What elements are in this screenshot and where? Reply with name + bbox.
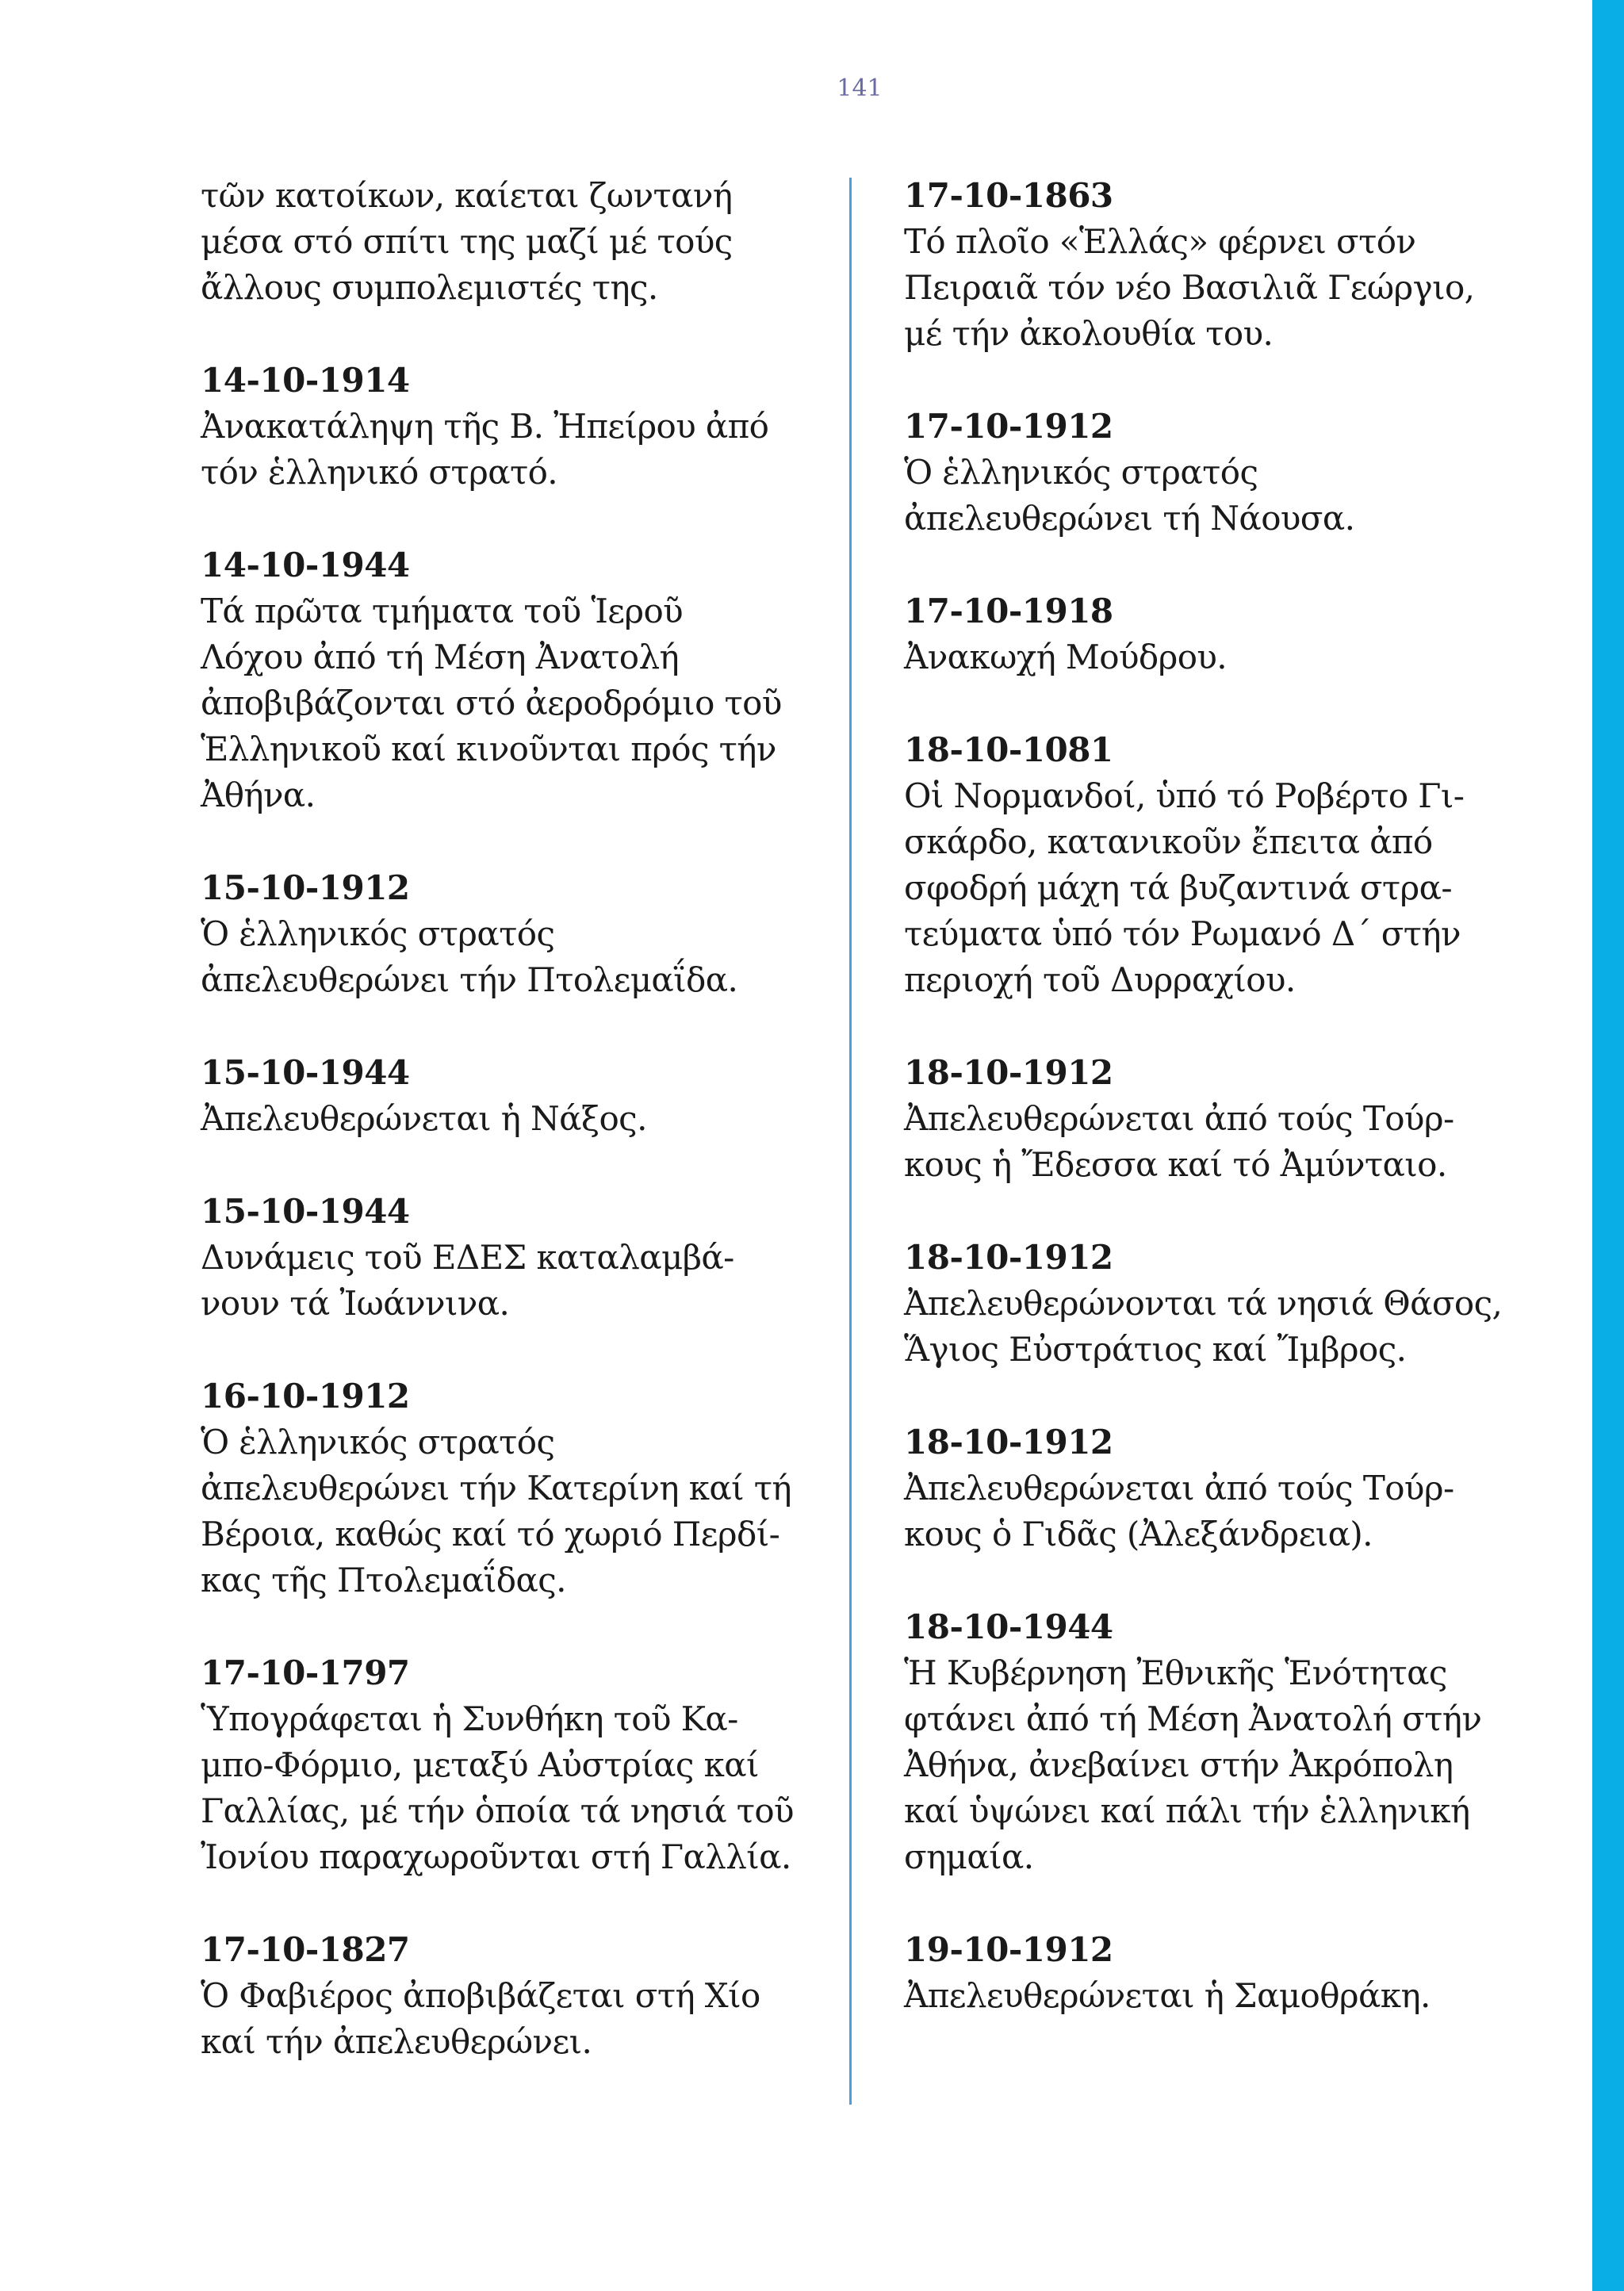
- timeline-entry: [201, 865, 835, 1003]
- entry-date: 18-10-1912: [904, 1423, 1113, 1462]
- right-column: [904, 173, 1522, 2066]
- timeline-entry: [201, 1927, 835, 2065]
- timeline-entry: [904, 173, 1522, 357]
- column-divider: [849, 178, 852, 2105]
- entry-text: Ὁ ἑλληνικός στρατός ἀπελευθερώνει τήν Πτολεμαΐδα.: [201, 914, 738, 999]
- entry-text: Ὁ ἑλληνικός στρατός ἀπελευθερώνει τήν Κατερίνη καί τή Βέροια, καθώς καί τό χωριό Περδί- κας τῆς Πτολεμαΐδας.: [201, 1423, 791, 1599]
- timeline-entry: [201, 1050, 835, 1142]
- entry-date: 16-10-1912: [201, 1377, 410, 1416]
- entry-text: Ὁ Φαβιέρος ἀποβιβάζεται στή Χίο καί τήν ἀπελευθερώνει.: [201, 1976, 760, 2061]
- entry-date: 17-10-1912: [904, 407, 1113, 446]
- entry-text: Τό πλοῖο «Ἑλλάς» φέρνει στόν Πειραιᾶ τόν νέο Βασιλιᾶ Γεώργιο, μέ τήν ἀκολουθία του.: [904, 222, 1475, 353]
- left-column: [201, 173, 835, 2112]
- entry-date: 14-10-1914: [201, 361, 410, 400]
- page-number: 141: [837, 75, 883, 102]
- entry-date: 18-10-1912: [904, 1053, 1113, 1092]
- entry-date: 15-10-1912: [201, 868, 410, 907]
- entry-date: 17-10-1797: [201, 1653, 410, 1692]
- timeline-entry: [904, 1235, 1522, 1373]
- continuation-entry: [201, 173, 835, 311]
- entry-date: 17-10-1863: [904, 176, 1113, 215]
- entry-text: Τά πρῶτα τμήματα τοῦ Ἱεροῦ Λόχου ἀπό τή Μέση Ἀνατολή ἀποβιβάζονται στό ἀεροδρόμιο τοῦ Ἑλληνικοῦ καί κινοῦνται πρός τήν Ἀθήνα.: [201, 592, 782, 814]
- timeline-entry: [201, 542, 835, 818]
- right-edge-color-band: [1592, 0, 1624, 2291]
- timeline-entry: [201, 358, 835, 496]
- entry-text: Ἀπελευθερώνεται ἡ Σαμοθράκη.: [904, 1976, 1431, 2015]
- entry-date: 15-10-1944: [201, 1053, 410, 1092]
- entry-date: 19-10-1912: [904, 1930, 1113, 1969]
- timeline-entry: [904, 727, 1522, 1003]
- timeline-entry: [904, 404, 1522, 542]
- timeline-entry: [201, 1650, 835, 1880]
- timeline-entry: [904, 588, 1522, 680]
- entry-text: Ἀπελευθερώνονται τά νησιά Θάσος, Ἅγιος Εὐστράτιος καί Ἴμβρος.: [904, 1284, 1503, 1369]
- timeline-entry: [904, 1927, 1522, 2019]
- entry-date: 15-10-1944: [201, 1192, 410, 1231]
- entry-text: Ὑπογράφεται ἡ Συνθήκη τοῦ Κα- μπο-Φόρμιο, μεταξύ Αὐστρίας καί Γαλλίας, μέ τήν ὁποία τά νησιά τοῦ Ἰονίου παραχωροῦνται στή Γαλλία.: [201, 1699, 794, 1876]
- timeline-entry: [904, 1604, 1522, 1880]
- entry-date: 18-10-1944: [904, 1607, 1113, 1646]
- entry-text: Ἀνακωχή Μούδρου.: [904, 638, 1228, 676]
- entry-date: 17-10-1918: [904, 592, 1113, 630]
- entry-date: 17-10-1827: [201, 1930, 410, 1969]
- entry-text: Ἀπελευθερώνεται ἀπό τούς Τούρ- κους ἡ Ἔδεσσα καί τό Ἀμύνταιο.: [904, 1099, 1454, 1184]
- entry-text: Ἀπελευθερώνεται ἀπό τούς Τούρ- κους ὁ Γιδᾶς (Ἀλεξάνδρεια).: [904, 1469, 1454, 1554]
- entry-date: 18-10-1081: [904, 730, 1113, 769]
- continuation-text: τῶν κατοίκων, καίεται ζωντανή μέσα στό σπίτι της μαζί μέ τούς ἄλλους συμπολεμιστές της.: [201, 176, 733, 307]
- timeline-entry: [904, 1419, 1522, 1557]
- timeline-entry: [904, 1050, 1522, 1188]
- entry-text: Οἱ Νορμανδοί, ὑπό τό Ροβέρτο Γι- σκάρδο, κατανικοῦν ἔπειτα ἀπό σφοδρή μάχη τά βυζαντινά στρα- τεύματα ὑπό τόν Ρωμανό Δ΄ στήν περιοχή τοῦ Δυρραχίου.: [904, 776, 1465, 999]
- entry-text: Ἡ Κυβέρνηση Ἐθνικῆς Ἑνότητας φτάνει ἀπό τή Μέση Ἀνατολή στήν Ἀθήνα, ἀνεβαίνει στήν Ἀκρόπολη καί ὑψώνει καί πάλι τήν ἑλληνική σημαία.: [904, 1653, 1482, 1876]
- timeline-entry: [201, 1373, 835, 1603]
- entry-text: Ἀπελευθερώνεται ἡ Νάξος.: [201, 1099, 647, 1138]
- entry-date: 14-10-1944: [201, 546, 410, 584]
- entry-text: Δυνάμεις τοῦ ΕΔΕΣ καταλαμβά- νουν τά Ἰωάννινα.: [201, 1238, 734, 1323]
- entry-text: Ἀνακατάληψη τῆς Β. Ἠπείρου ἀπό τόν ἑλληνικό στρατό.: [201, 407, 769, 492]
- timeline-entry: [201, 1189, 835, 1327]
- entry-date: 18-10-1912: [904, 1238, 1113, 1277]
- entry-text: Ὁ ἑλληνικός στρατός ἀπελευθερώνει τή Νάουσα.: [904, 453, 1355, 538]
